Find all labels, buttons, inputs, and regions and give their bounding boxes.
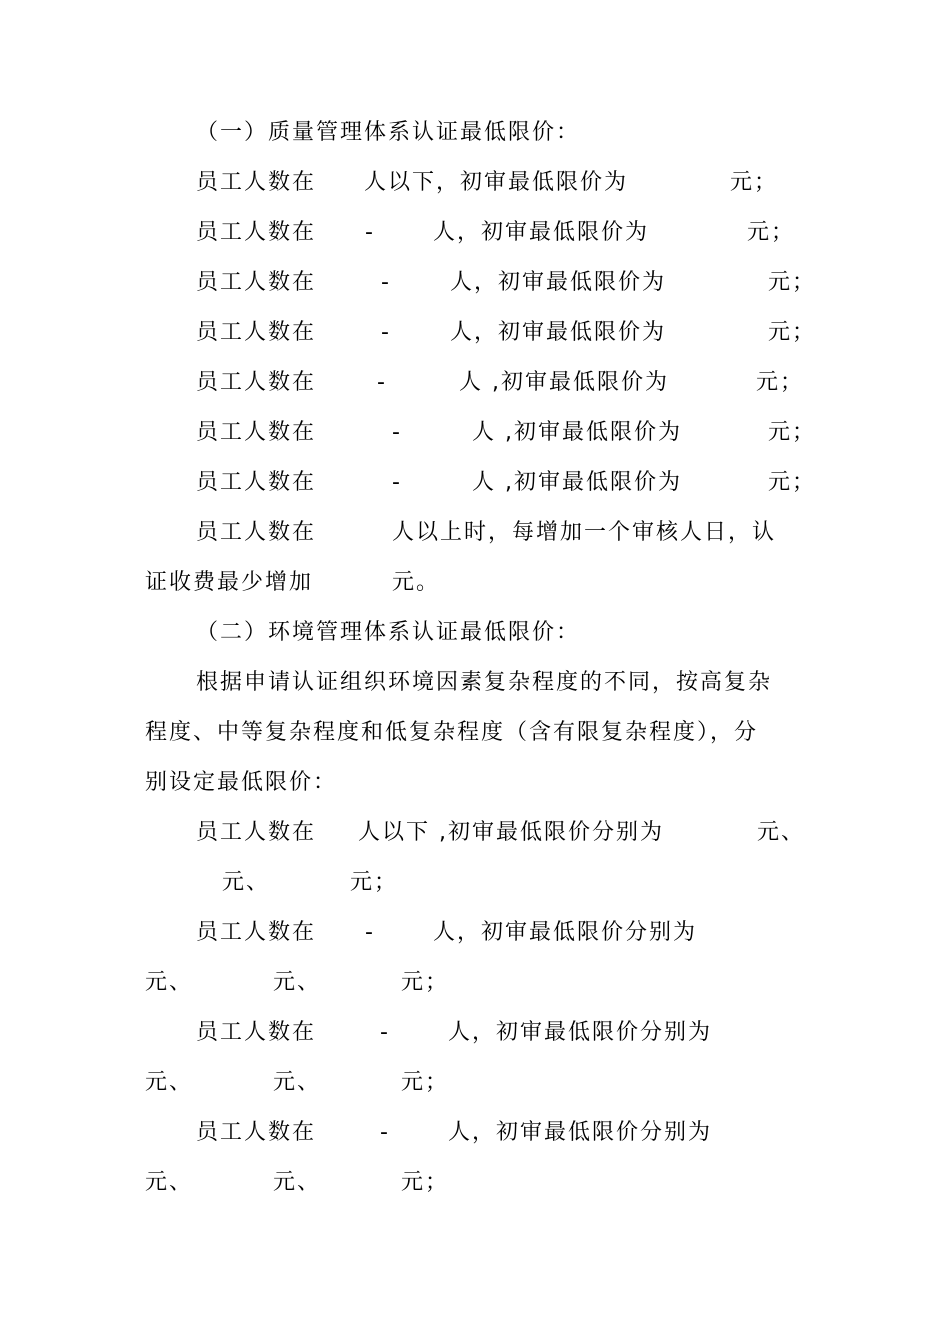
dash-text: - <box>392 420 402 445</box>
section-1-heading: （一）质量管理体系认证最低限价： <box>196 120 581 145</box>
unit-2: 元、 <box>273 970 322 995</box>
unit-text: 元； <box>768 420 817 445</box>
dash-text: - <box>365 920 375 945</box>
above-text: 人以上时，每增加一个审核人日，认 <box>392 520 777 545</box>
unit-text: 元； <box>756 370 805 395</box>
unit-text: 元； <box>768 320 817 345</box>
employees-label: 员工人数在 <box>196 170 317 195</box>
range-text: 人 ,初审最低限价为 <box>459 370 669 395</box>
unit-3: 元； <box>350 870 399 895</box>
dash-text: - <box>381 320 391 345</box>
range-text: 人 ,初审最低限价为 <box>472 470 682 495</box>
unit-1: 元、 <box>145 1070 194 1095</box>
unit-text: 元； <box>768 470 817 495</box>
unit-text: 元； <box>747 220 796 245</box>
unit-2: 元、 <box>273 1170 322 1195</box>
above-cont-unit: 元。 <box>392 570 441 595</box>
range-text: 人，初审最低限价为 <box>450 320 667 345</box>
unit-2: 元、 <box>273 1070 322 1095</box>
section-2-heading: （二）环境管理体系认证最低限价： <box>196 620 581 645</box>
employees-label: 员工人数在 <box>196 420 317 445</box>
unit-text: 元； <box>768 270 817 295</box>
employees-label: 员工人数在 <box>196 320 317 345</box>
unit-3: 元； <box>401 970 450 995</box>
intro-line-3: 别设定最低限价： <box>145 770 338 795</box>
unit-3: 元； <box>401 1170 450 1195</box>
unit-2: 元、 <box>222 870 271 895</box>
unit-3: 元； <box>401 1070 450 1095</box>
employees-label: 员工人数在 <box>196 370 317 395</box>
dash-text: - <box>380 1020 390 1045</box>
employees-label: 员工人数在 <box>196 1120 317 1145</box>
employees-label: 员工人数在 <box>196 220 317 245</box>
range-text: 人，初审最低限价分别为 <box>448 1120 713 1145</box>
dash-text: - <box>365 220 375 245</box>
employees-label: 员工人数在 <box>196 520 317 545</box>
employees-label: 员工人数在 <box>196 1020 317 1045</box>
employees-label: 员工人数在 <box>196 820 317 845</box>
employees-label: 员工人数在 <box>196 270 317 295</box>
dash-text: - <box>377 370 387 395</box>
range-text: 人以下 ,初审最低限价分别为 <box>358 820 664 845</box>
intro-line-2: 程度、中等复杂程度和低复杂程度（含有限复杂程度），分 <box>145 720 759 745</box>
range-text: 人，初审最低限价为 <box>450 270 667 295</box>
employees-label: 员工人数在 <box>196 920 317 945</box>
range-text: 人 ,初审最低限价为 <box>472 420 682 445</box>
range-text: 人，初审最低限价分别为 <box>433 920 698 945</box>
dash-text: - <box>381 270 391 295</box>
range-text: 人，初审最低限价分别为 <box>448 1020 713 1045</box>
range-text: 人，初审最低限价为 <box>433 220 650 245</box>
above-cont-text: 证收费最少增加 <box>145 570 314 595</box>
unit-1: 元、 <box>145 1170 194 1195</box>
dash-text: - <box>392 470 402 495</box>
range-text: 人以下，初审最低限价为 <box>364 170 629 195</box>
unit-1: 元、 <box>757 820 806 845</box>
employees-label: 员工人数在 <box>196 470 317 495</box>
unit-1: 元、 <box>145 970 194 995</box>
dash-text: - <box>380 1120 390 1145</box>
intro-line-1: 根据申请认证组织环境因素复杂程度的不同，按高复杂 <box>196 670 773 695</box>
unit-text: 元； <box>730 170 779 195</box>
